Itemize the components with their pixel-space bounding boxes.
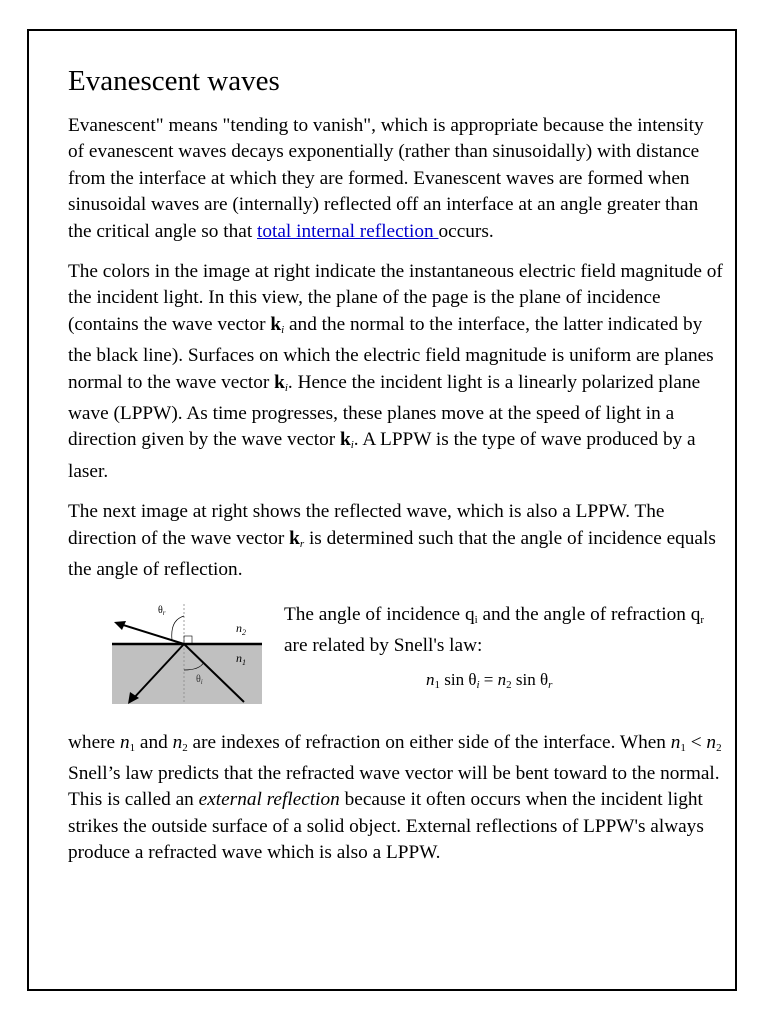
incident-text-d: . A LPPW is the type of wave produced by a laser. — [68, 429, 696, 482]
snell-law-text — [284, 602, 724, 660]
snell-sub-i: i — [474, 613, 478, 626]
wave-vector-k: k — [270, 313, 282, 335]
less-than: < — [685, 731, 707, 753]
n2-label: $n_2$ — [236, 620, 246, 637]
paragraph-incident — [68, 259, 723, 485]
intro-text-end: occurs. — [438, 220, 494, 242]
index-n: n — [670, 731, 681, 753]
snell-text-a: The angle of incidence q — [284, 603, 475, 625]
reflection-angle-arc — [172, 616, 184, 640]
index-sub-1: 1 — [680, 741, 686, 754]
wave-vector-k: k — [339, 429, 351, 451]
snell-text-b: and the angle of refraction q — [477, 603, 701, 625]
paragraph-intro — [68, 113, 723, 245]
snell-sub-r: r — [700, 613, 705, 626]
wave-vector-k: k — [274, 371, 285, 393]
reflected-text-b: is determined such that the angle of incidence equals the angle of reflection. — [68, 527, 716, 581]
external-text-d: Snell’s law predicts that the refracted wave vector will be bent toward to the normal. This is called an — [68, 762, 720, 811]
external-text-b: and — [135, 731, 173, 753]
index-sub-2: 2 — [716, 741, 722, 754]
reflected-text-a: The next image at right shows the reflected wave, which is also a LPPW. The direction of the wave vector — [68, 501, 665, 549]
wave-vector-sub: i — [281, 323, 285, 336]
index-n: n — [119, 731, 130, 753]
theta-i-label: $\theta_i$ — [196, 673, 203, 686]
n1-label: $n_1$ — [236, 650, 246, 667]
index-sub-2: 2 — [182, 741, 188, 754]
reflected-ray — [120, 624, 184, 644]
paragraph-reflected — [68, 499, 723, 583]
external-reflection-term: external reflection — [198, 789, 340, 811]
total-internal-reflection-link[interactable]: total internal reflection — [257, 220, 439, 242]
external-text-e: because it often occurs when the incident light strikes the outside surface of a solid object. External reflections of LPPW's always produce a refracted wave which is also a LPPW. — [68, 789, 704, 864]
snell-text-c: are related by Snell's law: — [284, 634, 483, 656]
incident-text-b: and the normal to the interface, the latter indicated by the black line). Surfaces on which the electric field magnitude is uniform are planes normal to the wave vector — [68, 313, 714, 393]
external-text-a: where — [68, 731, 120, 753]
intro-text: Evanescent" means "tending to vanish", which is appropriate because the intensity of evanescent waves decays exponentially (rather than sinusoidally) with distance from the interface at which they are formed. Evanescent waves are formed when sinusoidal waves are (internally) reflected off an interface at an angle greater than the critical angle so that — [68, 115, 704, 242]
incident-text-c: . Hence the incident light is a linearly polarized plane wave (LPPW). As time progresses, these planes move at the speed of light in a direction given by the wave vector — [68, 371, 701, 451]
page-frame — [27, 29, 737, 991]
index-sub-1: 1 — [129, 741, 136, 754]
index-n: n — [172, 731, 183, 753]
page-title: Evanescent waves — [68, 65, 280, 97]
incident-text-a: The colors in the image at right indicate the instantaneous electric field magnitude of the incident light. In this view, the plane of the page is the plane of incidence (contains the wave vector — [68, 261, 723, 335]
paragraph-external-reflection — [68, 730, 723, 867]
snell-law-formula: n1 sin θi = n2 sin θr — [426, 669, 553, 691]
wave-vector-k: k — [289, 527, 300, 549]
wave-vector-sub: r — [299, 537, 305, 550]
wave-vector-sub: i — [350, 439, 354, 452]
document-content — [68, 61, 723, 881]
wave-vector-sub: i — [284, 381, 288, 394]
refraction-diagram — [112, 600, 262, 704]
external-text-c: are indexes of refraction on either side of the interface. When — [187, 731, 671, 753]
index-n: n — [706, 731, 717, 753]
snell-figure-row — [68, 600, 723, 720]
theta-r-label: $\theta_r$ — [158, 604, 166, 617]
